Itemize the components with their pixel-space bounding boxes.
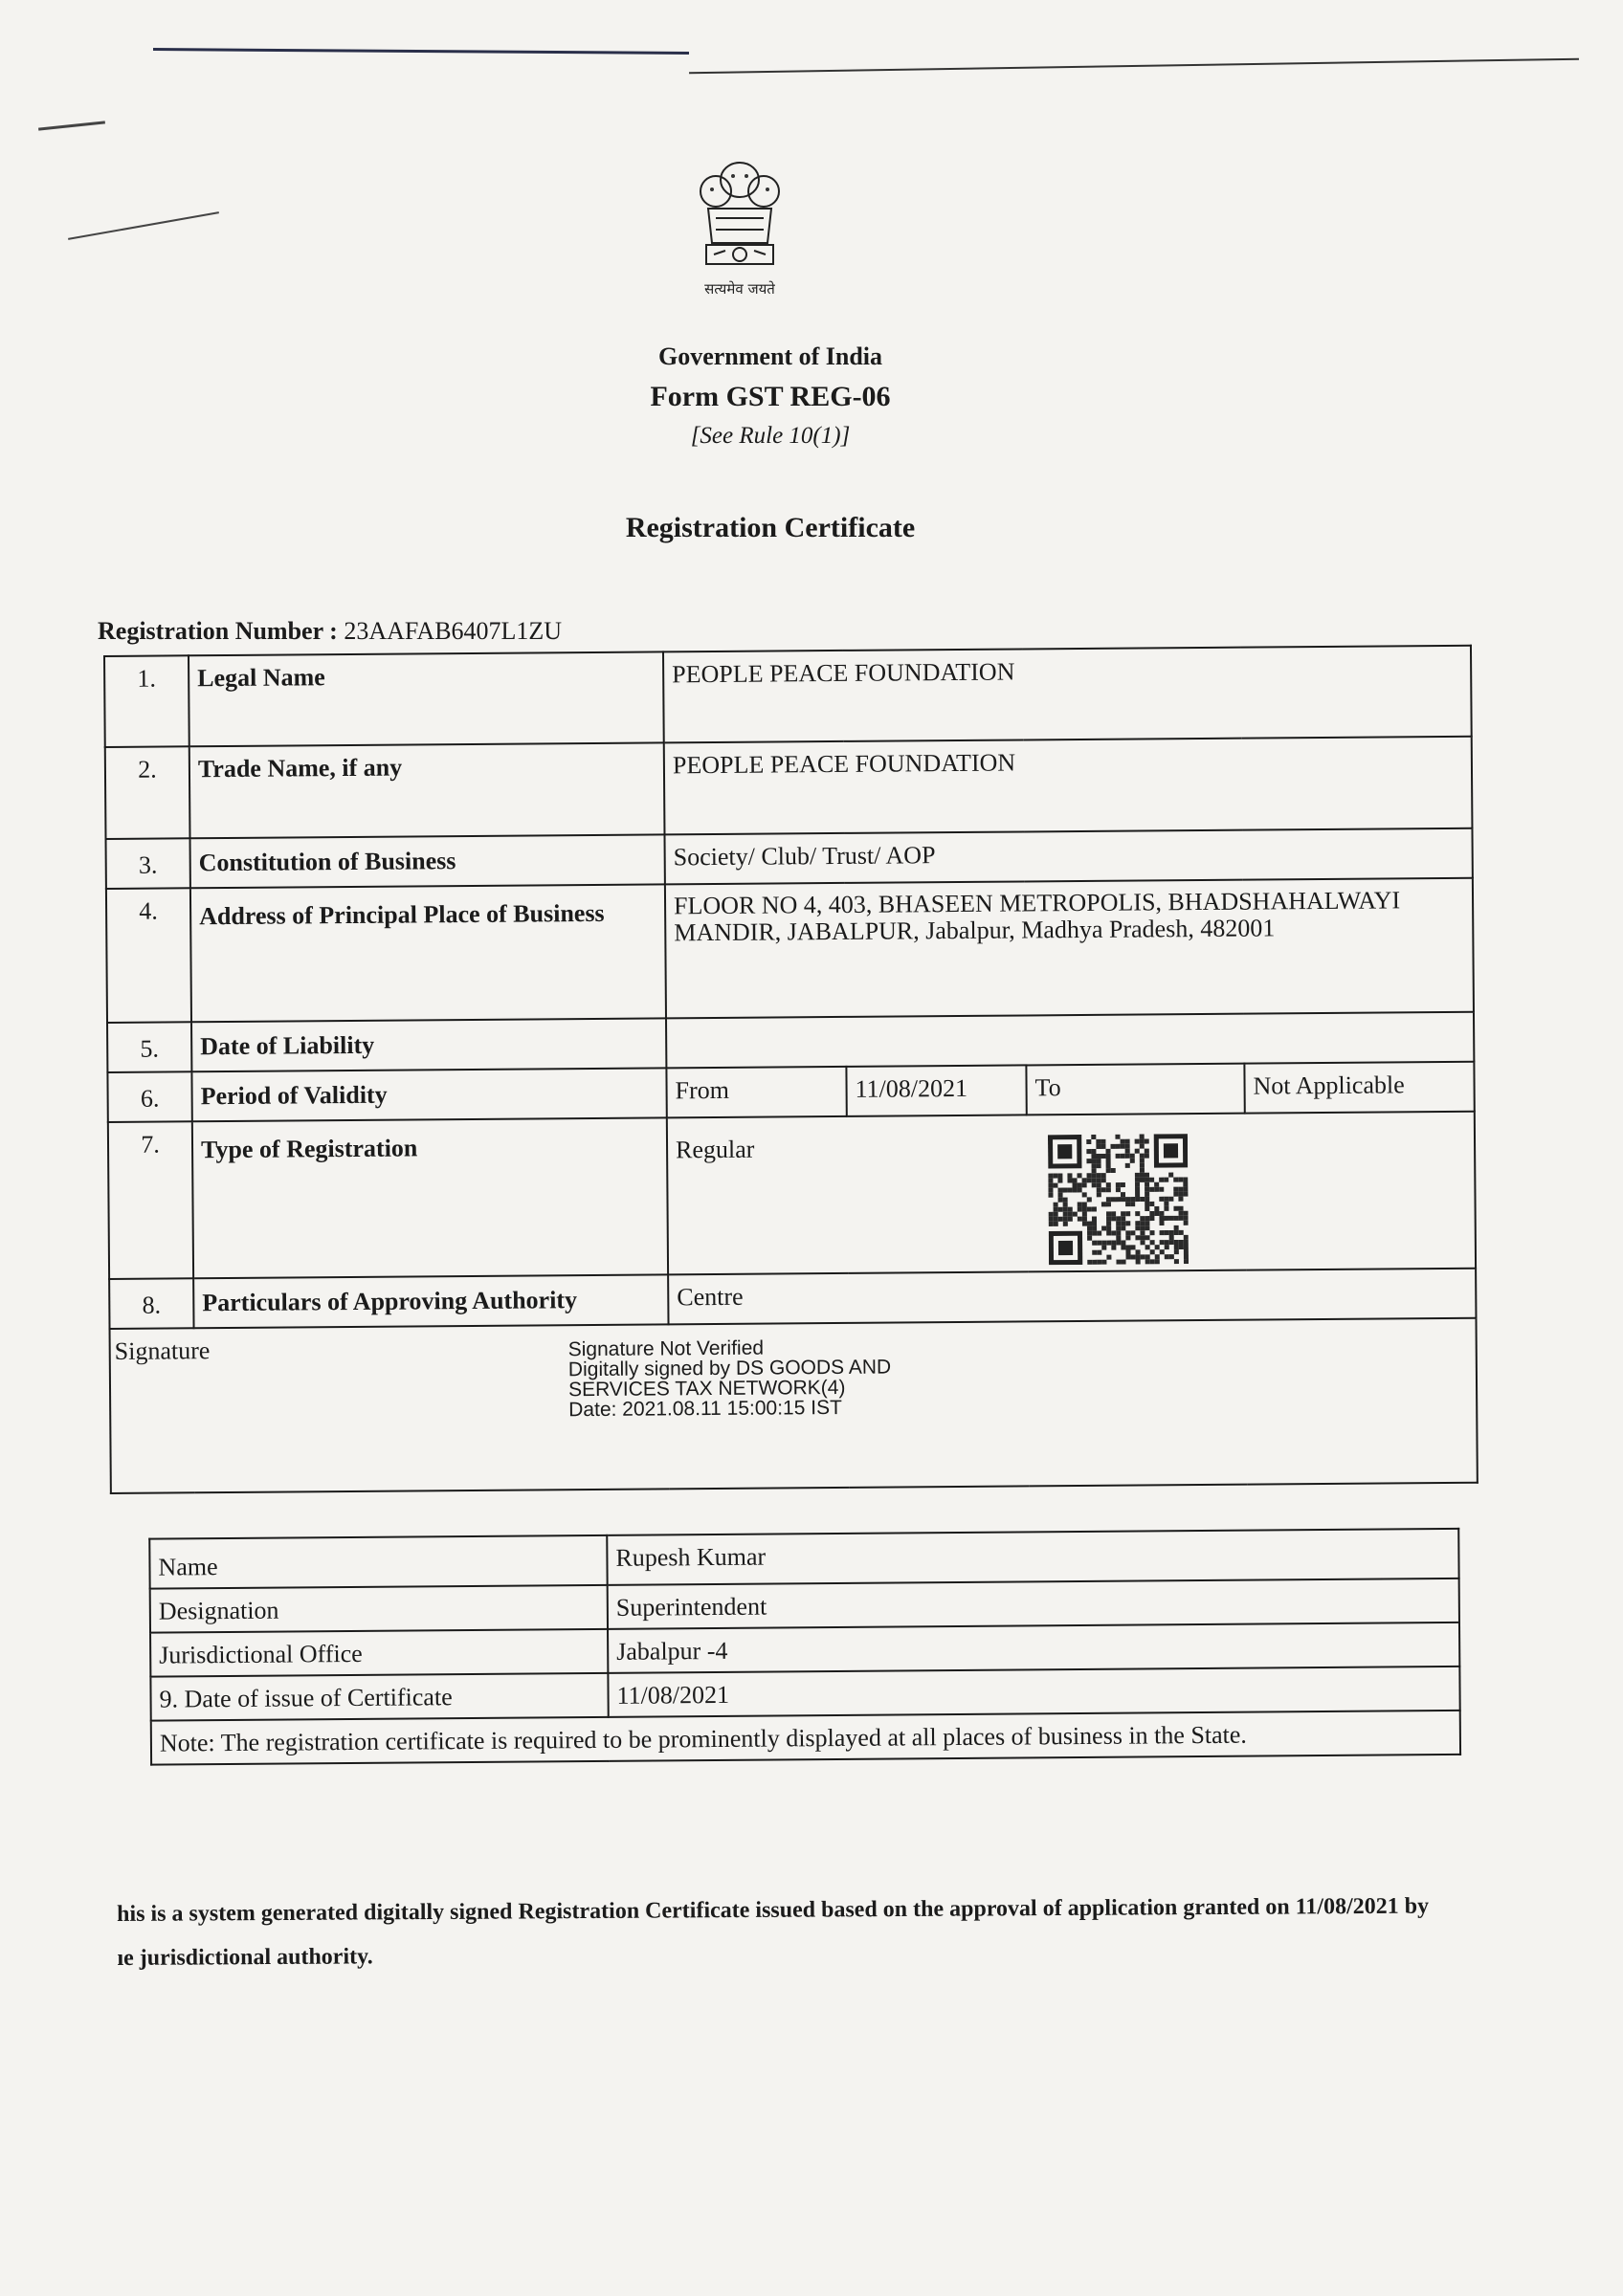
registration-type-cell xyxy=(667,1112,1476,1275)
table-row xyxy=(108,1112,1476,1279)
authority-label: Name xyxy=(149,1535,607,1589)
constitution-value: Society/ Club/ Trust/ AOP xyxy=(664,828,1472,885)
row-number: 6. xyxy=(107,1071,191,1122)
registration-number-label: Registration Number : xyxy=(98,617,338,645)
legal-name-value: PEOPLE PEACE FOUNDATION xyxy=(663,646,1472,743)
digital-signature-block xyxy=(568,1337,892,1421)
validity-to-value: Not Applicable xyxy=(1244,1062,1474,1114)
form-title: Form GST REG-06 xyxy=(650,381,891,412)
authority-value: Jabalpur -4 xyxy=(608,1623,1459,1673)
display-note: Note: The registration certificate is required to be prominently displayed at all places of business in the State. xyxy=(151,1711,1460,1765)
signature-date: Date: 2021.08.11 15:00:15 IST xyxy=(568,1396,842,1422)
scan-fold-mark xyxy=(38,121,105,130)
row-number: 1. xyxy=(104,655,189,747)
row-number: 4. xyxy=(106,888,191,1023)
signature-cell xyxy=(110,1318,1478,1493)
row-label: Particulars of Approving Authority xyxy=(193,1274,668,1328)
approving-authority-value: Centre xyxy=(668,1269,1476,1325)
row-number: 7. xyxy=(108,1121,193,1279)
signature-row xyxy=(110,1318,1478,1493)
authority-value: Rupesh Kumar xyxy=(607,1529,1458,1585)
registration-number-value: 23AAFAB6407L1ZU xyxy=(344,617,563,645)
certificate-title: Registration Certificate xyxy=(625,512,916,543)
registration-number-line xyxy=(98,617,562,646)
details-table xyxy=(103,645,1478,1494)
row-number: 3. xyxy=(106,838,190,889)
authority-label: Designation xyxy=(150,1585,608,1633)
address-value: FLOOR NO 4, 403, BHASEEN METROPOLIS, BHADSHAHALWAYI MANDIR, JABALPUR, Jabalpur, Madhya Pradesh, 482001 xyxy=(665,878,1474,1019)
row-label: Type of Registration xyxy=(192,1117,668,1278)
qr-code-icon xyxy=(1048,1134,1189,1265)
signature-label: Signature xyxy=(114,1336,211,1365)
row-number: 5. xyxy=(107,1022,191,1072)
row-label: Constitution of Business xyxy=(190,834,665,888)
trade-name-value: PEOPLE PEACE FOUNDATION xyxy=(664,737,1473,835)
signature-signer: Digitally signed by DS GOODS AND xyxy=(567,1356,892,1381)
footer-statement xyxy=(117,1884,1534,1980)
table-row xyxy=(104,646,1472,747)
row-number: 2. xyxy=(105,746,190,839)
validity-from-label: From xyxy=(666,1067,846,1117)
row-label: Period of Validity xyxy=(191,1068,666,1121)
table-row xyxy=(105,737,1473,839)
validity-to-label: To xyxy=(1026,1064,1244,1115)
registration-type-value: Regular xyxy=(675,1135,755,1164)
authority-table xyxy=(148,1528,1461,1766)
certificate-form xyxy=(103,645,1480,1766)
table-row xyxy=(106,878,1474,1023)
footer-line: his is a system generated digitally signed Registration Certificate issued based on the approval of application granted on 11/08/2021 by xyxy=(117,1893,1430,1927)
emblem-motto: सत्यमेव जयते xyxy=(704,280,775,298)
validity-from-value: 11/08/2021 xyxy=(846,1065,1026,1115)
row-label: Date of Liability xyxy=(191,1018,666,1071)
scan-edge-line xyxy=(153,48,689,55)
signature-status: Signature Not Verified xyxy=(567,1336,765,1361)
authority-label: 9. Date of issue of Certificate xyxy=(150,1673,608,1721)
row-label: Address of Principal Place of Business xyxy=(190,884,666,1022)
scan-edge-line xyxy=(689,58,1579,75)
authority-value: 11/08/2021 xyxy=(608,1667,1459,1717)
row-number: 8. xyxy=(109,1278,193,1329)
scan-fold-mark xyxy=(68,211,219,240)
footer-line: ıe jurisdictional authority. xyxy=(117,1944,373,1971)
rule-reference: [See Rule 10(1)] xyxy=(690,423,851,449)
row-label: Trade Name, if any xyxy=(189,742,665,838)
table-row xyxy=(151,1711,1460,1765)
signature-signer-org: SERVICES TAX NETWORK(4) xyxy=(567,1376,846,1402)
authority-value: Superintendent xyxy=(608,1578,1459,1629)
authority-label: Jurisdictional Office xyxy=(150,1629,608,1677)
date-of-liability-value xyxy=(666,1012,1474,1069)
national-emblem-icon xyxy=(687,151,792,285)
government-heading: Government of India xyxy=(658,342,882,370)
row-label: Legal Name xyxy=(189,651,664,746)
